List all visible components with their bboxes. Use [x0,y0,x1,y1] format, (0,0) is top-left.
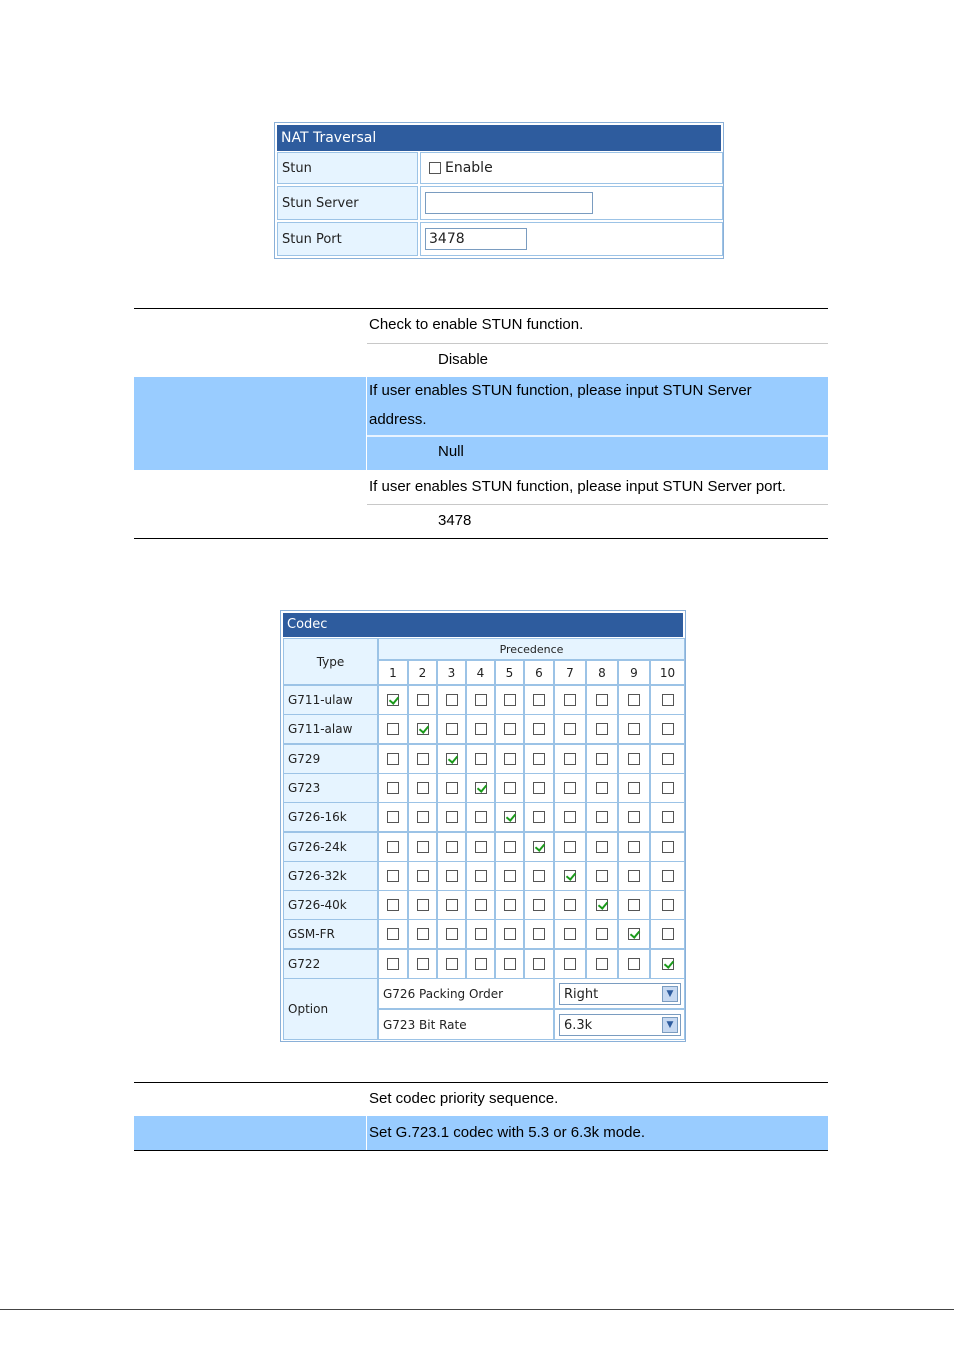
bit-rate-cell [554,1009,685,1040]
precedence-column-header: 10 [650,660,685,685]
codec-precedence-checkbox[interactable] [533,899,545,911]
divider [366,377,367,470]
codec-precedence-checkbox[interactable] [446,782,458,794]
stun-enable-checkbox[interactable] [429,162,441,174]
codec-precedence-cell [495,714,524,744]
codec-precedence-checkbox[interactable] [504,870,516,882]
stun-port-default-value: 3478 [438,512,472,529]
codec-precedence-cell [437,861,466,891]
codec-precedence-checkbox[interactable] [387,811,399,823]
codec-precedence-cell [554,685,586,715]
codec-precedence-cell [408,714,437,744]
codec-precedence-cell [554,949,586,979]
codec-precedence-checkbox[interactable] [564,899,576,911]
precedence-column-header: 7 [554,660,586,685]
codec-type-label: G726-40k [283,890,378,920]
codec-type-label: GSM-FR [283,919,378,949]
codec-precedence-cell [466,744,495,774]
codec-type-label: G726-32k [283,861,378,891]
codec-precedence-checkbox[interactable] [446,753,458,765]
codec-precedence-checkbox[interactable] [417,753,429,765]
codec-precedence-cell [466,802,495,832]
codec-precedence-cell [554,832,586,862]
codec-precedence-cell [466,890,495,920]
codec-precedence-checkbox[interactable] [475,723,487,735]
codec-precedence-checkbox[interactable] [564,958,576,970]
codec-precedence-cell [524,861,554,891]
codec-precedence-checkbox[interactable] [387,899,399,911]
codec-precedence-checkbox[interactable] [533,928,545,940]
stun-server-row [420,186,723,220]
codec-precedence-checkbox[interactable] [504,899,516,911]
codec-precedence-cell [618,949,650,979]
divider [134,1150,828,1151]
codec-precedence-cell [524,714,554,744]
codec-precedence-cell [378,714,408,744]
codec-precedence-cell [466,685,495,715]
codec-precedence-cell [554,714,586,744]
codec-precedence-checkbox[interactable] [446,841,458,853]
divider [367,504,828,505]
codec-precedence-cell [586,802,618,832]
codec-precedence-cell [554,861,586,891]
codec-precedence-cell [650,744,685,774]
codec-precedence-cell [586,949,618,979]
codec-precedence-checkbox[interactable] [475,958,487,970]
codec-precedence-cell [586,714,618,744]
codec-panel [280,610,686,1042]
codec-precedence-checkbox[interactable] [533,723,545,735]
codec-type-label: G729 [283,744,378,774]
codec-priority-description: Set codec priority sequence. [369,1090,559,1107]
chevron-down-icon: ▼ [662,986,678,1002]
codec-precedence-cell [378,802,408,832]
codec-precedence-checkbox[interactable] [417,958,429,970]
codec-precedence-checkbox[interactable] [662,899,674,911]
codec-precedence-cell [618,773,650,803]
codec-precedence-checkbox[interactable] [475,928,487,940]
codec-precedence-checkbox[interactable] [475,782,487,794]
codec-precedence-checkbox[interactable] [504,723,516,735]
codec-precedence-cell [586,890,618,920]
codec-precedence-checkbox[interactable] [417,870,429,882]
codec-precedence-checkbox[interactable] [533,811,545,823]
codec-precedence-checkbox[interactable] [628,841,640,853]
packing-order-value: Right [564,986,599,1002]
option-label: Option [283,978,378,1040]
codec-precedence-checkbox[interactable] [417,782,429,794]
footer-rule [0,1309,954,1310]
codec-precedence-cell [524,685,554,715]
codec-precedence-cell [437,714,466,744]
codec-precedence-cell [554,744,586,774]
codec-precedence-cell [408,832,437,862]
codec-precedence-cell [378,890,408,920]
codec-precedence-checkbox[interactable] [596,753,608,765]
divider [134,1082,828,1083]
codec-precedence-cell [378,949,408,979]
codec-precedence-checkbox[interactable] [475,811,487,823]
codec-precedence-cell [495,773,524,803]
codec-title: Codec [283,613,683,637]
codec-precedence-checkbox[interactable] [504,928,516,940]
codec-precedence-checkbox[interactable] [628,694,640,706]
codec-precedence-checkbox[interactable] [533,782,545,794]
codec-precedence-checkbox[interactable] [564,841,576,853]
codec-precedence-checkbox[interactable] [446,899,458,911]
codec-precedence-checkbox[interactable] [446,870,458,882]
codec-precedence-checkbox[interactable] [596,782,608,794]
codec-precedence-checkbox[interactable] [596,899,608,911]
codec-precedence-cell [408,802,437,832]
codec-precedence-cell [408,861,437,891]
precedence-column-header: 9 [618,660,650,685]
codec-precedence-checkbox[interactable] [533,841,545,853]
codec-precedence-cell [495,890,524,920]
codec-precedence-cell [466,861,495,891]
codec-precedence-checkbox[interactable] [628,899,640,911]
codec-precedence-checkbox[interactable] [628,723,640,735]
codec-precedence-cell [650,773,685,803]
codec-precedence-cell [495,861,524,891]
codec-precedence-cell [495,802,524,832]
codec-precedence-checkbox[interactable] [417,928,429,940]
codec-precedence-cell [437,773,466,803]
codec-precedence-cell [524,744,554,774]
codec-precedence-checkbox[interactable] [387,870,399,882]
chevron-down-icon: ▼ [662,1017,678,1033]
codec-precedence-checkbox[interactable] [446,723,458,735]
codec-precedence-checkbox[interactable] [596,958,608,970]
codec-precedence-checkbox[interactable] [628,958,640,970]
codec-precedence-cell [524,949,554,979]
codec-precedence-cell [495,949,524,979]
codec-type-label: G711-alaw [283,714,378,744]
codec-precedence-cell [650,802,685,832]
codec-precedence-cell [554,919,586,949]
stun-port-row [420,222,723,256]
codec-precedence-cell [586,744,618,774]
codec-precedence-cell [408,685,437,715]
codec-precedence-cell [618,919,650,949]
codec-precedence-checkbox[interactable] [446,811,458,823]
codec-precedence-cell [618,714,650,744]
codec-precedence-cell [618,744,650,774]
codec-precedence-checkbox[interactable] [533,694,545,706]
codec-type-label: G711-ulaw [283,685,378,715]
codec-precedence-checkbox[interactable] [662,870,674,882]
codec-precedence-checkbox[interactable] [475,841,487,853]
codec-precedence-cell [378,773,408,803]
divider [367,343,828,344]
codec-precedence-checkbox[interactable] [475,753,487,765]
codec-precedence-cell [466,919,495,949]
codec-precedence-cell [437,919,466,949]
codec-type-label: G723 [283,773,378,803]
codec-precedence-cell [524,802,554,832]
codec-precedence-cell [650,714,685,744]
codec-precedence-cell [437,890,466,920]
codec-precedence-cell [650,949,685,979]
codec-precedence-cell [437,802,466,832]
codec-precedence-cell [466,714,495,744]
codec-precedence-checkbox[interactable] [387,723,399,735]
bit-rate-label: G723 Bit Rate [378,1009,554,1040]
codec-type-label: G726-16k [283,802,378,832]
codec-precedence-cell [650,861,685,891]
codec-precedence-checkbox[interactable] [628,782,640,794]
codec-precedence-cell [437,685,466,715]
bit-rate-description: Set G.723.1 codec with 5.3 or 6.3k mode. [369,1124,645,1141]
codec-precedence-checkbox[interactable] [662,958,674,970]
codec-precedence-checkbox[interactable] [446,928,458,940]
codec-precedence-checkbox[interactable] [446,694,458,706]
codec-precedence-checkbox[interactable] [564,753,576,765]
precedence-column-header: 8 [586,660,618,685]
codec-precedence-checkbox[interactable] [662,811,674,823]
codec-precedence-checkbox[interactable] [662,841,674,853]
stun-default-value: Disable [438,351,489,368]
precedence-column-header: 1 [378,660,408,685]
codec-precedence-cell [586,685,618,715]
codec-precedence-checkbox[interactable] [446,958,458,970]
codec-precedence-checkbox[interactable] [564,782,576,794]
codec-precedence-checkbox[interactable] [596,928,608,940]
codec-precedence-checkbox[interactable] [533,870,545,882]
codec-precedence-checkbox[interactable] [628,811,640,823]
codec-precedence-checkbox[interactable] [417,811,429,823]
codec-precedence-cell [554,890,586,920]
codec-precedence-cell [408,773,437,803]
codec-precedence-cell [437,832,466,862]
codec-precedence-checkbox[interactable] [387,841,399,853]
packing-order-cell [554,978,685,1009]
codec-precedence-checkbox[interactable] [533,753,545,765]
codec-precedence-checkbox[interactable] [387,958,399,970]
codec-precedence-cell [586,861,618,891]
codec-type-label: G726-24k [283,832,378,862]
codec-precedence-cell [437,949,466,979]
codec-precedence-checkbox[interactable] [596,870,608,882]
codec-precedence-cell [378,861,408,891]
codec-precedence-checkbox[interactable] [596,694,608,706]
codec-precedence-checkbox[interactable] [504,694,516,706]
codec-precedence-checkbox[interactable] [475,694,487,706]
codec-precedence-checkbox[interactable] [417,694,429,706]
precedence-header: Precedence [378,638,685,660]
stun-description: Check to enable STUN function. [369,316,584,333]
codec-precedence-checkbox[interactable] [387,928,399,940]
codec-precedence-cell [650,832,685,862]
codec-precedence-checkbox[interactable] [533,958,545,970]
codec-precedence-cell [408,919,437,949]
stun-port-label: Stun Port [277,222,418,256]
codec-precedence-cell [650,919,685,949]
precedence-column-header: 2 [408,660,437,685]
codec-precedence-checkbox[interactable] [417,723,429,735]
codec-precedence-checkbox[interactable] [662,753,674,765]
codec-precedence-checkbox[interactable] [504,841,516,853]
nat-traversal-title: NAT Traversal [277,125,721,151]
stun-server-description-2: address. [369,411,427,428]
codec-precedence-cell [495,919,524,949]
codec-precedence-checkbox[interactable] [662,928,674,940]
precedence-column-header: 3 [437,660,466,685]
codec-precedence-checkbox[interactable] [564,870,576,882]
codec-precedence-cell [408,890,437,920]
codec-precedence-checkbox[interactable] [662,782,674,794]
codec-precedence-checkbox[interactable] [564,811,576,823]
codec-precedence-cell [618,685,650,715]
codec-precedence-checkbox[interactable] [504,958,516,970]
precedence-column-header: 4 [466,660,495,685]
codec-precedence-cell [524,890,554,920]
codec-precedence-cell [495,744,524,774]
codec-precedence-cell [586,773,618,803]
codec-precedence-checkbox[interactable] [662,694,674,706]
codec-precedence-checkbox[interactable] [504,753,516,765]
codec-precedence-checkbox[interactable] [387,694,399,706]
bit-rate-value: 6.3k [564,1017,593,1033]
codec-precedence-cell [378,685,408,715]
codec-precedence-cell [466,832,495,862]
codec-precedence-cell [618,890,650,920]
divider [367,435,828,437]
codec-precedence-cell [495,832,524,862]
stun-server-label: Stun Server [277,186,418,220]
packing-order-select[interactable] [559,983,681,1005]
codec-precedence-checkbox[interactable] [596,811,608,823]
divider [366,1116,367,1150]
stun-server-input[interactable] [425,192,593,214]
codec-precedence-checkbox[interactable] [596,841,608,853]
codec-precedence-cell [408,949,437,979]
codec-precedence-cell [554,773,586,803]
codec-precedence-cell [524,919,554,949]
packing-order-label: G726 Packing Order [378,978,554,1009]
codec-precedence-cell [650,685,685,715]
codec-precedence-checkbox[interactable] [504,782,516,794]
codec-precedence-cell [524,773,554,803]
codec-precedence-cell [554,802,586,832]
bit-rate-select[interactable] [559,1014,681,1036]
codec-precedence-cell [586,919,618,949]
codec-precedence-checkbox[interactable] [387,753,399,765]
codec-precedence-checkbox[interactable] [628,753,640,765]
divider [134,538,828,539]
codec-precedence-checkbox[interactable] [628,928,640,940]
codec-precedence-cell [586,832,618,862]
divider [134,308,828,309]
codec-precedence-cell [378,832,408,862]
codec-precedence-checkbox[interactable] [564,928,576,940]
stun-server-default-value: Null [438,443,464,460]
stun-enable-label: Enable [445,160,493,176]
codec-precedence-checkbox[interactable] [417,841,429,853]
codec-precedence-cell [437,744,466,774]
codec-precedence-cell [466,949,495,979]
stun-row [420,152,723,184]
stun-server-description-1: If user enables STUN function, please input STUN Server [369,382,752,399]
codec-precedence-checkbox[interactable] [504,811,516,823]
codec-precedence-checkbox[interactable] [628,870,640,882]
codec-precedence-checkbox[interactable] [596,723,608,735]
type-header: Type [283,638,378,685]
codec-precedence-cell [618,802,650,832]
stun-label: Stun [277,152,418,184]
codec-precedence-cell [378,919,408,949]
precedence-column-header: 5 [495,660,524,685]
nat-traversal-panel [274,122,724,259]
precedence-column-header: 6 [524,660,554,685]
codec-precedence-cell [650,890,685,920]
codec-precedence-checkbox[interactable] [387,782,399,794]
codec-precedence-checkbox[interactable] [662,723,674,735]
stun-port-description: If user enables STUN function, please input STUN Server port. [369,478,786,495]
codec-precedence-cell [408,744,437,774]
codec-precedence-checkbox[interactable] [475,870,487,882]
stun-port-input[interactable]: 3478 [425,228,527,250]
codec-precedence-checkbox[interactable] [417,899,429,911]
codec-precedence-checkbox[interactable] [475,899,487,911]
codec-precedence-cell [618,832,650,862]
codec-precedence-cell [466,773,495,803]
codec-precedence-cell [495,685,524,715]
codec-precedence-cell [524,832,554,862]
codec-precedence-cell [378,744,408,774]
codec-precedence-cell [618,861,650,891]
codec-precedence-checkbox[interactable] [564,723,576,735]
codec-type-label: G722 [283,949,378,979]
codec-precedence-checkbox[interactable] [564,694,576,706]
